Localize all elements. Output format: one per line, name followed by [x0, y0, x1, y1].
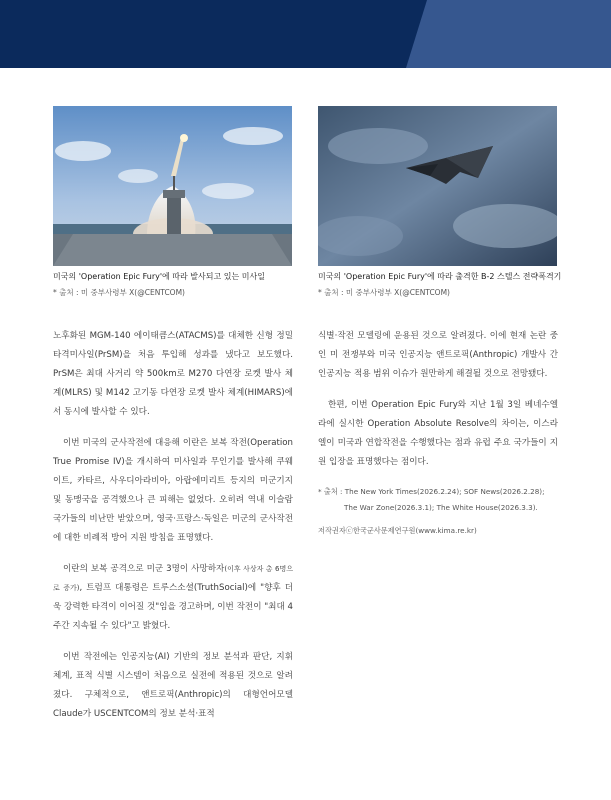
source-list: [318, 484, 558, 516]
paragraph: 한편, 이번 Operation Epic Fury와 지난 1월 3일 베네수엘라에 실시한 Operation Absolute Resolve의 차이는, 이스라엘이 미국과 연합작전을 수행했다는 점과 유럽 주요 국가들이 지원 입장을 표명했다는 점이다.: [318, 400, 558, 467]
source-line: The War Zone(2026.3.1); The White House(2026.3.3).: [344, 503, 538, 512]
photo-caption-left: 미국의 'Operation Epic Fury'에 따라 발사되고 있는 미사일: [53, 272, 265, 281]
photo-source-right: * 출처 : 미 중부사령부 X(@CENTCOM): [318, 288, 450, 297]
missile-launch-photo: [53, 106, 292, 266]
left-column: [53, 327, 293, 736]
copyright-notice: 저작권자ⓒ한국군사문제연구원(www.kima.re.kr): [318, 526, 477, 535]
paragraph: [53, 560, 293, 636]
paragraph: 이번 작전에는 인공지능(AI) 기반의 정보 분석과 판단, 지휘 체계, 표적 식별 시스템이 처음으로 실전에 적용된 것으로 알려졌다. 구체적으로, 앤트로픽(Anthropic)의 대형언어모델 Claude가 USCENTCOM의 정보 분석·표적: [53, 652, 293, 719]
source-line: * 출처 : The New York Times(2026.2.24); SOF News(2026.2.28);: [318, 487, 545, 496]
right-column: [318, 327, 558, 538]
paragraph-text: , 트럼프 대통령은 트루스소셜(TruthSocial)에 "향후 더욱 강력한 타격이 이어질 것"임을 경고하며, 이번 작전이 "최대 4주간 지속될 수 있다"고 밝혔다.: [53, 583, 293, 631]
photo-source-left: * 출처 : 미 중부사령부 X(@CENTCOM): [53, 288, 185, 297]
paragraph: 식별·작전 모델링에 운용된 것으로 알려졌다. 이에 현재 논란 중인 미 전쟁부와 미국 인공지능 앤트로픽(Anthropic) 개발사 간 인공지능 적용 범위 이슈가 원만하게 해결될 것으로 전망됐다.: [318, 331, 558, 379]
stealth-bomber-photo: [318, 106, 557, 266]
paragraph: 이번 미국의 군사작전에 대응해 이란은 보복 작전(Operation True Promise IV)을 개시하여 미사일과 무인기를 발사해 쿠웨이트, 카타르, 사우디아라비아, 아랍에미리트 등지의 미군기지 및 동맹국을 공격했으나 큰 피해는 없었다. 오히려 역내 이슬람 국가들의 비난만 받았으며, 영국·프랑스·독일은 미군의 군사작전에 대한 비례적 방어 지원 방침을 표명했다.: [53, 438, 293, 543]
paragraph: 노후화된 MGM-140 에이태큼스(ATACMS)를 대체한 신형 정밀타격미사일(PrSM)을 처음 투입해 성과를 냈다고 보도했다. PrSM은 최대 사거리 약 500km로 M270 다연장 로켓 발사 체계(MLRS) 및 M142 고기동 다연장 로켓 발사 체계(HIMARS)에서 동시에 발사할 수 있다.: [53, 331, 293, 417]
header-banner: [0, 0, 611, 68]
paragraph-text: 이란의 보복 공격으로 미군 3명이 사망하자: [63, 564, 225, 574]
casualty-note: (이후 사상자 총 6명으로 증가): [53, 565, 293, 592]
photo-caption-right: 미국의 'Operation Epic Fury'에 따라 출격한 B-2 스텔스 전략폭격기: [318, 272, 562, 281]
